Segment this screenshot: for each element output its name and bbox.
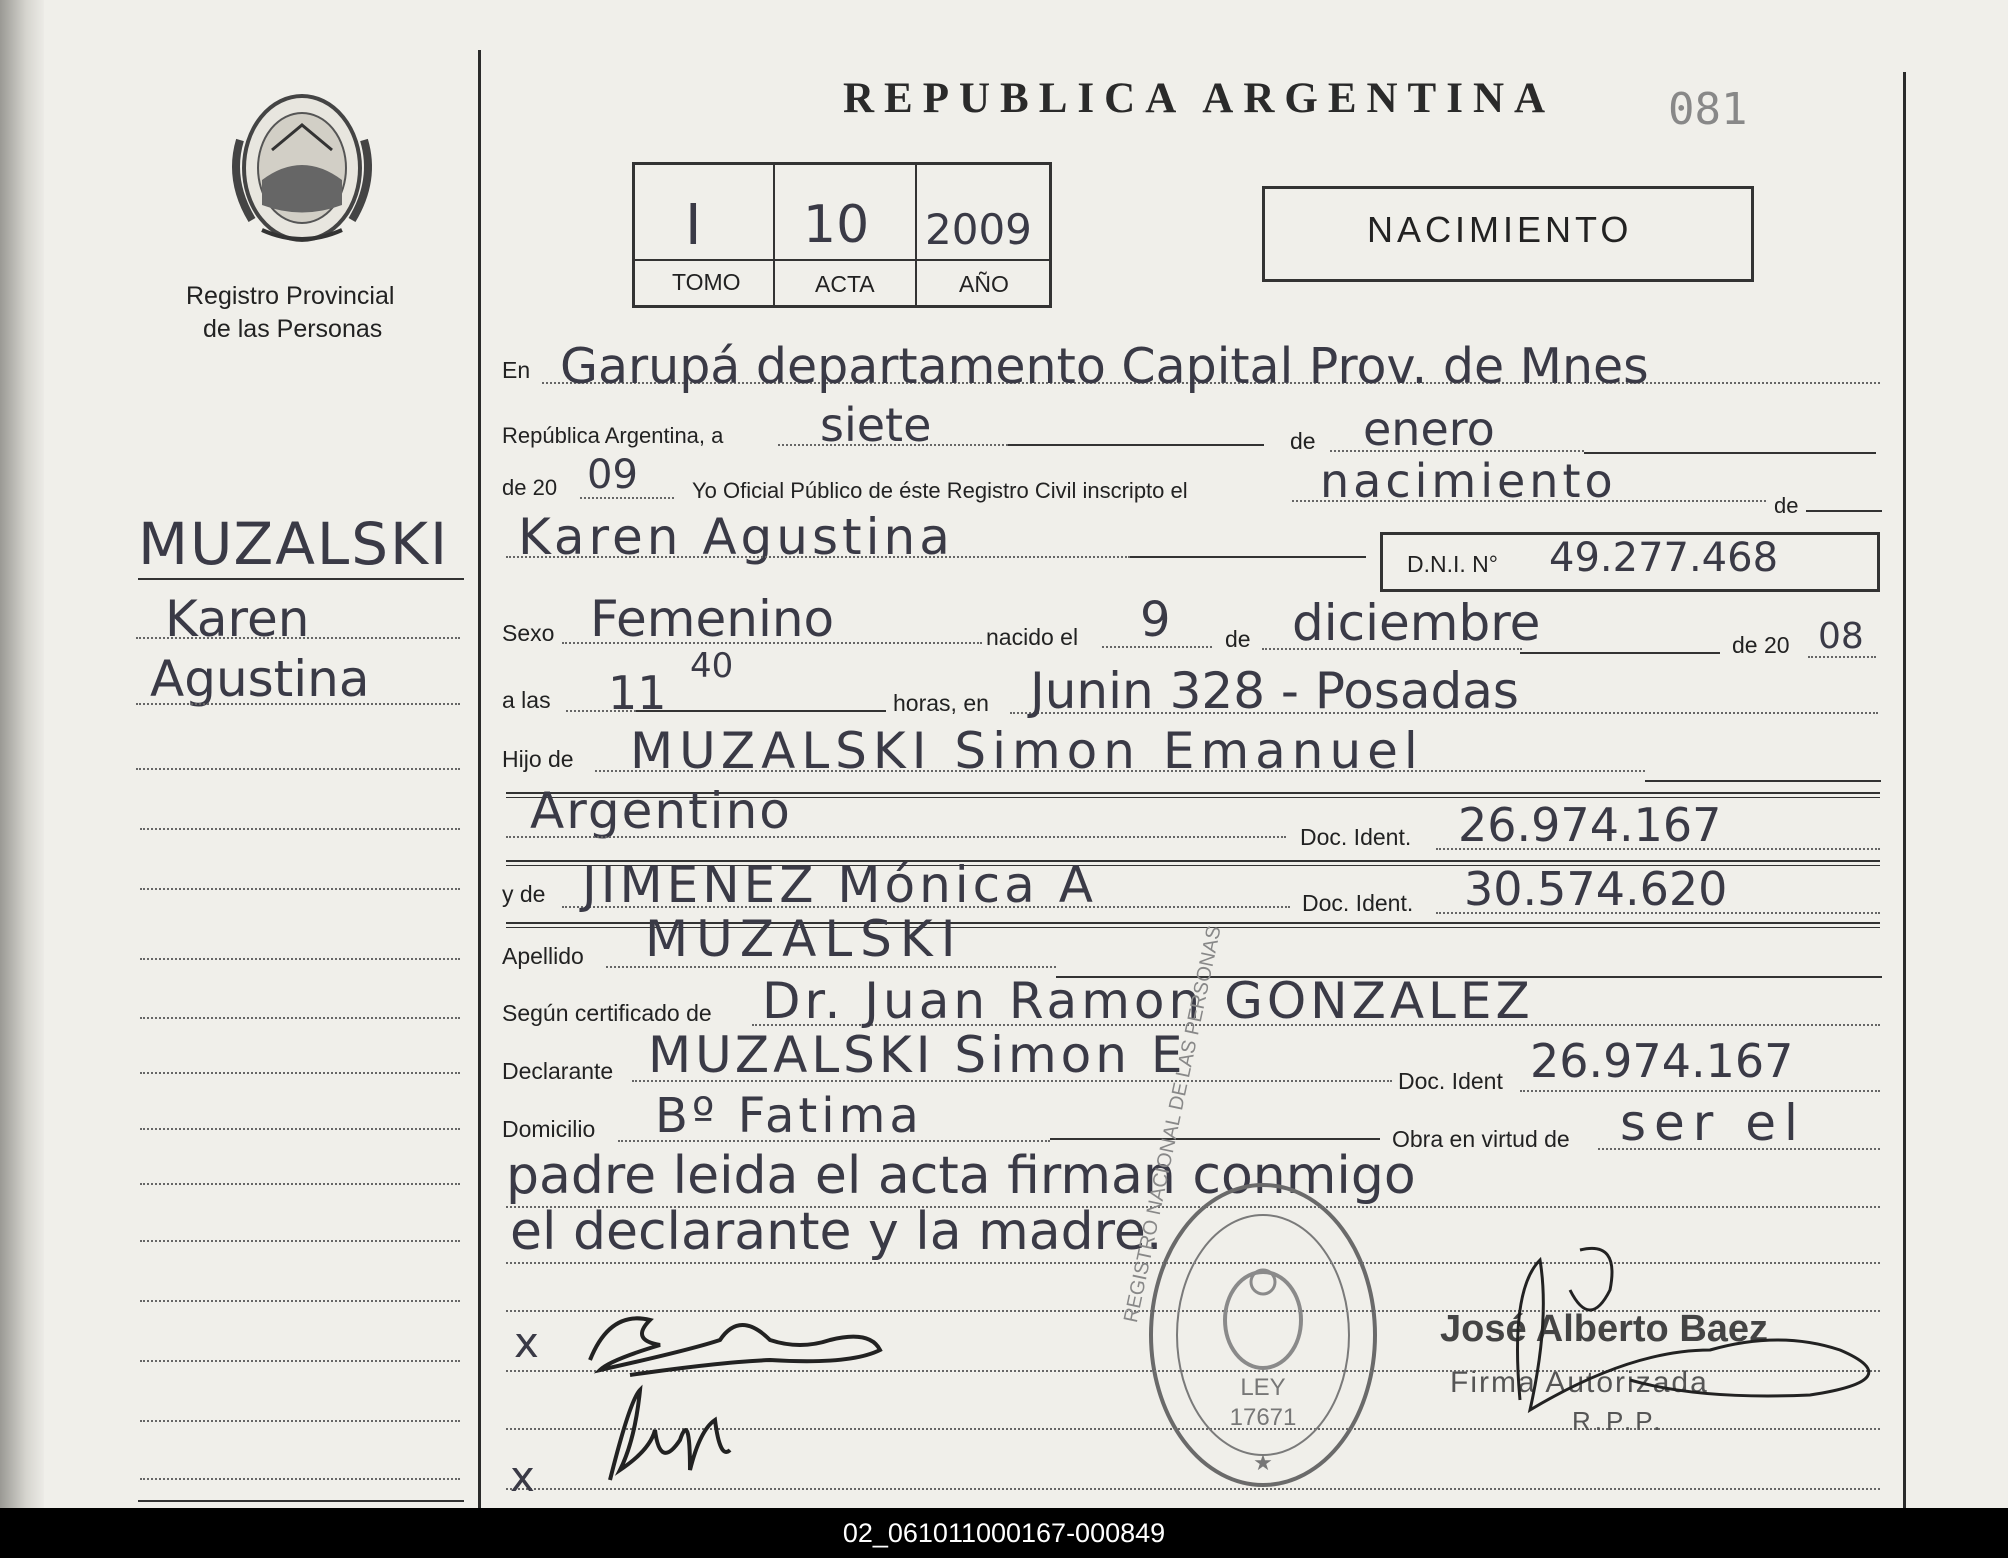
value-madre-doc: 30.574.620 bbox=[1464, 862, 1728, 916]
label-segun: Según certificado de bbox=[502, 1000, 712, 1026]
label-de-end: de bbox=[1774, 493, 1799, 518]
act-type-box bbox=[1262, 186, 1754, 282]
value-texto-1: padre leida el acta firman conmigo bbox=[506, 1146, 1416, 1206]
value-dia-nac: 9 bbox=[1140, 592, 1171, 648]
value-mes-nac: diciembre bbox=[1292, 594, 1541, 652]
label-domicilio: Domicilio bbox=[502, 1116, 596, 1142]
signature-mark-2: x bbox=[510, 1452, 535, 1501]
acta-value: 10 bbox=[803, 195, 870, 255]
svg-text:★: ★ bbox=[1253, 1450, 1273, 1475]
value-texto-2: el declarante y la madre. bbox=[510, 1202, 1163, 1262]
label-en: En bbox=[502, 357, 531, 383]
value-declarante: MUZALSKI Simon E bbox=[648, 1026, 1187, 1084]
act-type-label: NACIMIENTO bbox=[1367, 209, 1633, 250]
value-declarante-doc: 26.974.167 bbox=[1530, 1034, 1794, 1088]
label-hijo: Hijo de bbox=[502, 746, 574, 772]
declarant-signature bbox=[570, 1290, 910, 1390]
label-doc-3: Doc. Ident bbox=[1398, 1068, 1503, 1094]
official-org: R.P.P. bbox=[1572, 1406, 1665, 1436]
label-doc-1: Doc. Ident. bbox=[1300, 824, 1412, 850]
folio-number: 081 bbox=[1668, 84, 1748, 135]
label-apellido: Apellido bbox=[502, 943, 584, 969]
page-edge-shadow bbox=[0, 0, 44, 1508]
label-declarante: Declarante bbox=[502, 1058, 614, 1084]
value-lugar-nac: Junin 328 - Posadas bbox=[1030, 662, 1519, 720]
value-padre-nac: Argentino bbox=[530, 782, 792, 840]
value-mes: enero bbox=[1363, 402, 1495, 456]
value-apellido: MUZALSKI bbox=[645, 910, 964, 968]
round-stamp-number: 17671 bbox=[1229, 1404, 1297, 1431]
label-obra: Obra en virtud de bbox=[1392, 1126, 1570, 1152]
label-sexo: Sexo bbox=[502, 620, 555, 646]
value-minutos: 40 bbox=[690, 646, 734, 686]
label-horas: horas, en bbox=[893, 690, 989, 716]
label-de20: de 20 bbox=[502, 475, 558, 500]
scan-identifier: 02_061011000167-000849 bbox=[0, 1508, 2008, 1558]
province-seal-icon bbox=[222, 80, 382, 250]
dni-box bbox=[1380, 532, 1880, 592]
value-anio: 09 bbox=[587, 452, 638, 498]
national-registry-round-stamp bbox=[1138, 1170, 1388, 1500]
value-sexo: Femenino bbox=[590, 590, 835, 648]
round-stamp-text: REGISTRO NACIONAL DE LAS PERSONAS bbox=[1120, 923, 1226, 1325]
official-title: Firma Autorizada bbox=[1450, 1366, 1709, 1399]
anio-label: AÑO bbox=[959, 271, 1009, 297]
round-stamp-law: LEY bbox=[1240, 1374, 1286, 1401]
value-dia: siete bbox=[820, 398, 932, 452]
value-nombre: Karen Agustina bbox=[518, 508, 954, 566]
label-nacido: nacido el bbox=[986, 624, 1079, 650]
margin-given-2: Agustina bbox=[150, 650, 370, 708]
value-obra: ser el bbox=[1620, 1094, 1806, 1152]
tomo-value: I bbox=[685, 193, 702, 258]
value-padre-doc: 26.974.167 bbox=[1458, 798, 1722, 852]
value-dni: 49.277.468 bbox=[1549, 535, 1779, 581]
anio-value: 2009 bbox=[925, 205, 1032, 254]
value-inscripcion: nacimiento bbox=[1320, 454, 1617, 508]
issuer-line-2: de las Personas bbox=[203, 315, 383, 343]
record-box bbox=[632, 162, 1052, 308]
margin-given-1: Karen bbox=[165, 590, 310, 648]
label-de-anio: de 20 bbox=[1732, 632, 1790, 658]
label-a-las: a las bbox=[502, 687, 551, 713]
official-signature bbox=[1480, 1230, 1920, 1430]
value-domicilio: Bº Fatima bbox=[655, 1088, 923, 1144]
label-dni: D.N.I. N° bbox=[1407, 551, 1498, 577]
issuer-line-1: Registro Provincial bbox=[186, 282, 395, 310]
country-heading: REPUBLICA ARGENTINA bbox=[843, 75, 1556, 122]
mother-signature bbox=[580, 1380, 760, 1500]
label-de-mes: de bbox=[1225, 626, 1251, 652]
label-oficial: Yo Oficial Público de éste Registro Civil inscripto el bbox=[692, 478, 1188, 503]
acta-label: ACTA bbox=[815, 271, 875, 297]
value-padre: MUZALSKI Simon Emanuel bbox=[630, 722, 1424, 780]
value-madre: JIMENEZ Mónica A bbox=[582, 856, 1097, 914]
value-hora: 11 bbox=[608, 666, 667, 720]
official-name: José Alberto Baez bbox=[1440, 1308, 1769, 1350]
tomo-label: TOMO bbox=[672, 269, 741, 295]
left-column-divider bbox=[478, 50, 481, 1508]
label-de: de bbox=[1290, 428, 1316, 454]
signature-mark-1: x bbox=[514, 1318, 539, 1367]
label-republica: República Argentina, a bbox=[502, 423, 724, 448]
label-doc-2: Doc. Ident. bbox=[1302, 890, 1414, 916]
label-y-de: y de bbox=[502, 881, 546, 907]
value-lugar: Garupá departamento Capital Prov. de Mnes bbox=[560, 338, 1649, 395]
value-anio-nac: 08 bbox=[1818, 616, 1864, 657]
margin-surname: MUZALSKI bbox=[138, 510, 450, 578]
value-certificado: Dr. Juan Ramon GONZALEZ bbox=[762, 972, 1534, 1030]
